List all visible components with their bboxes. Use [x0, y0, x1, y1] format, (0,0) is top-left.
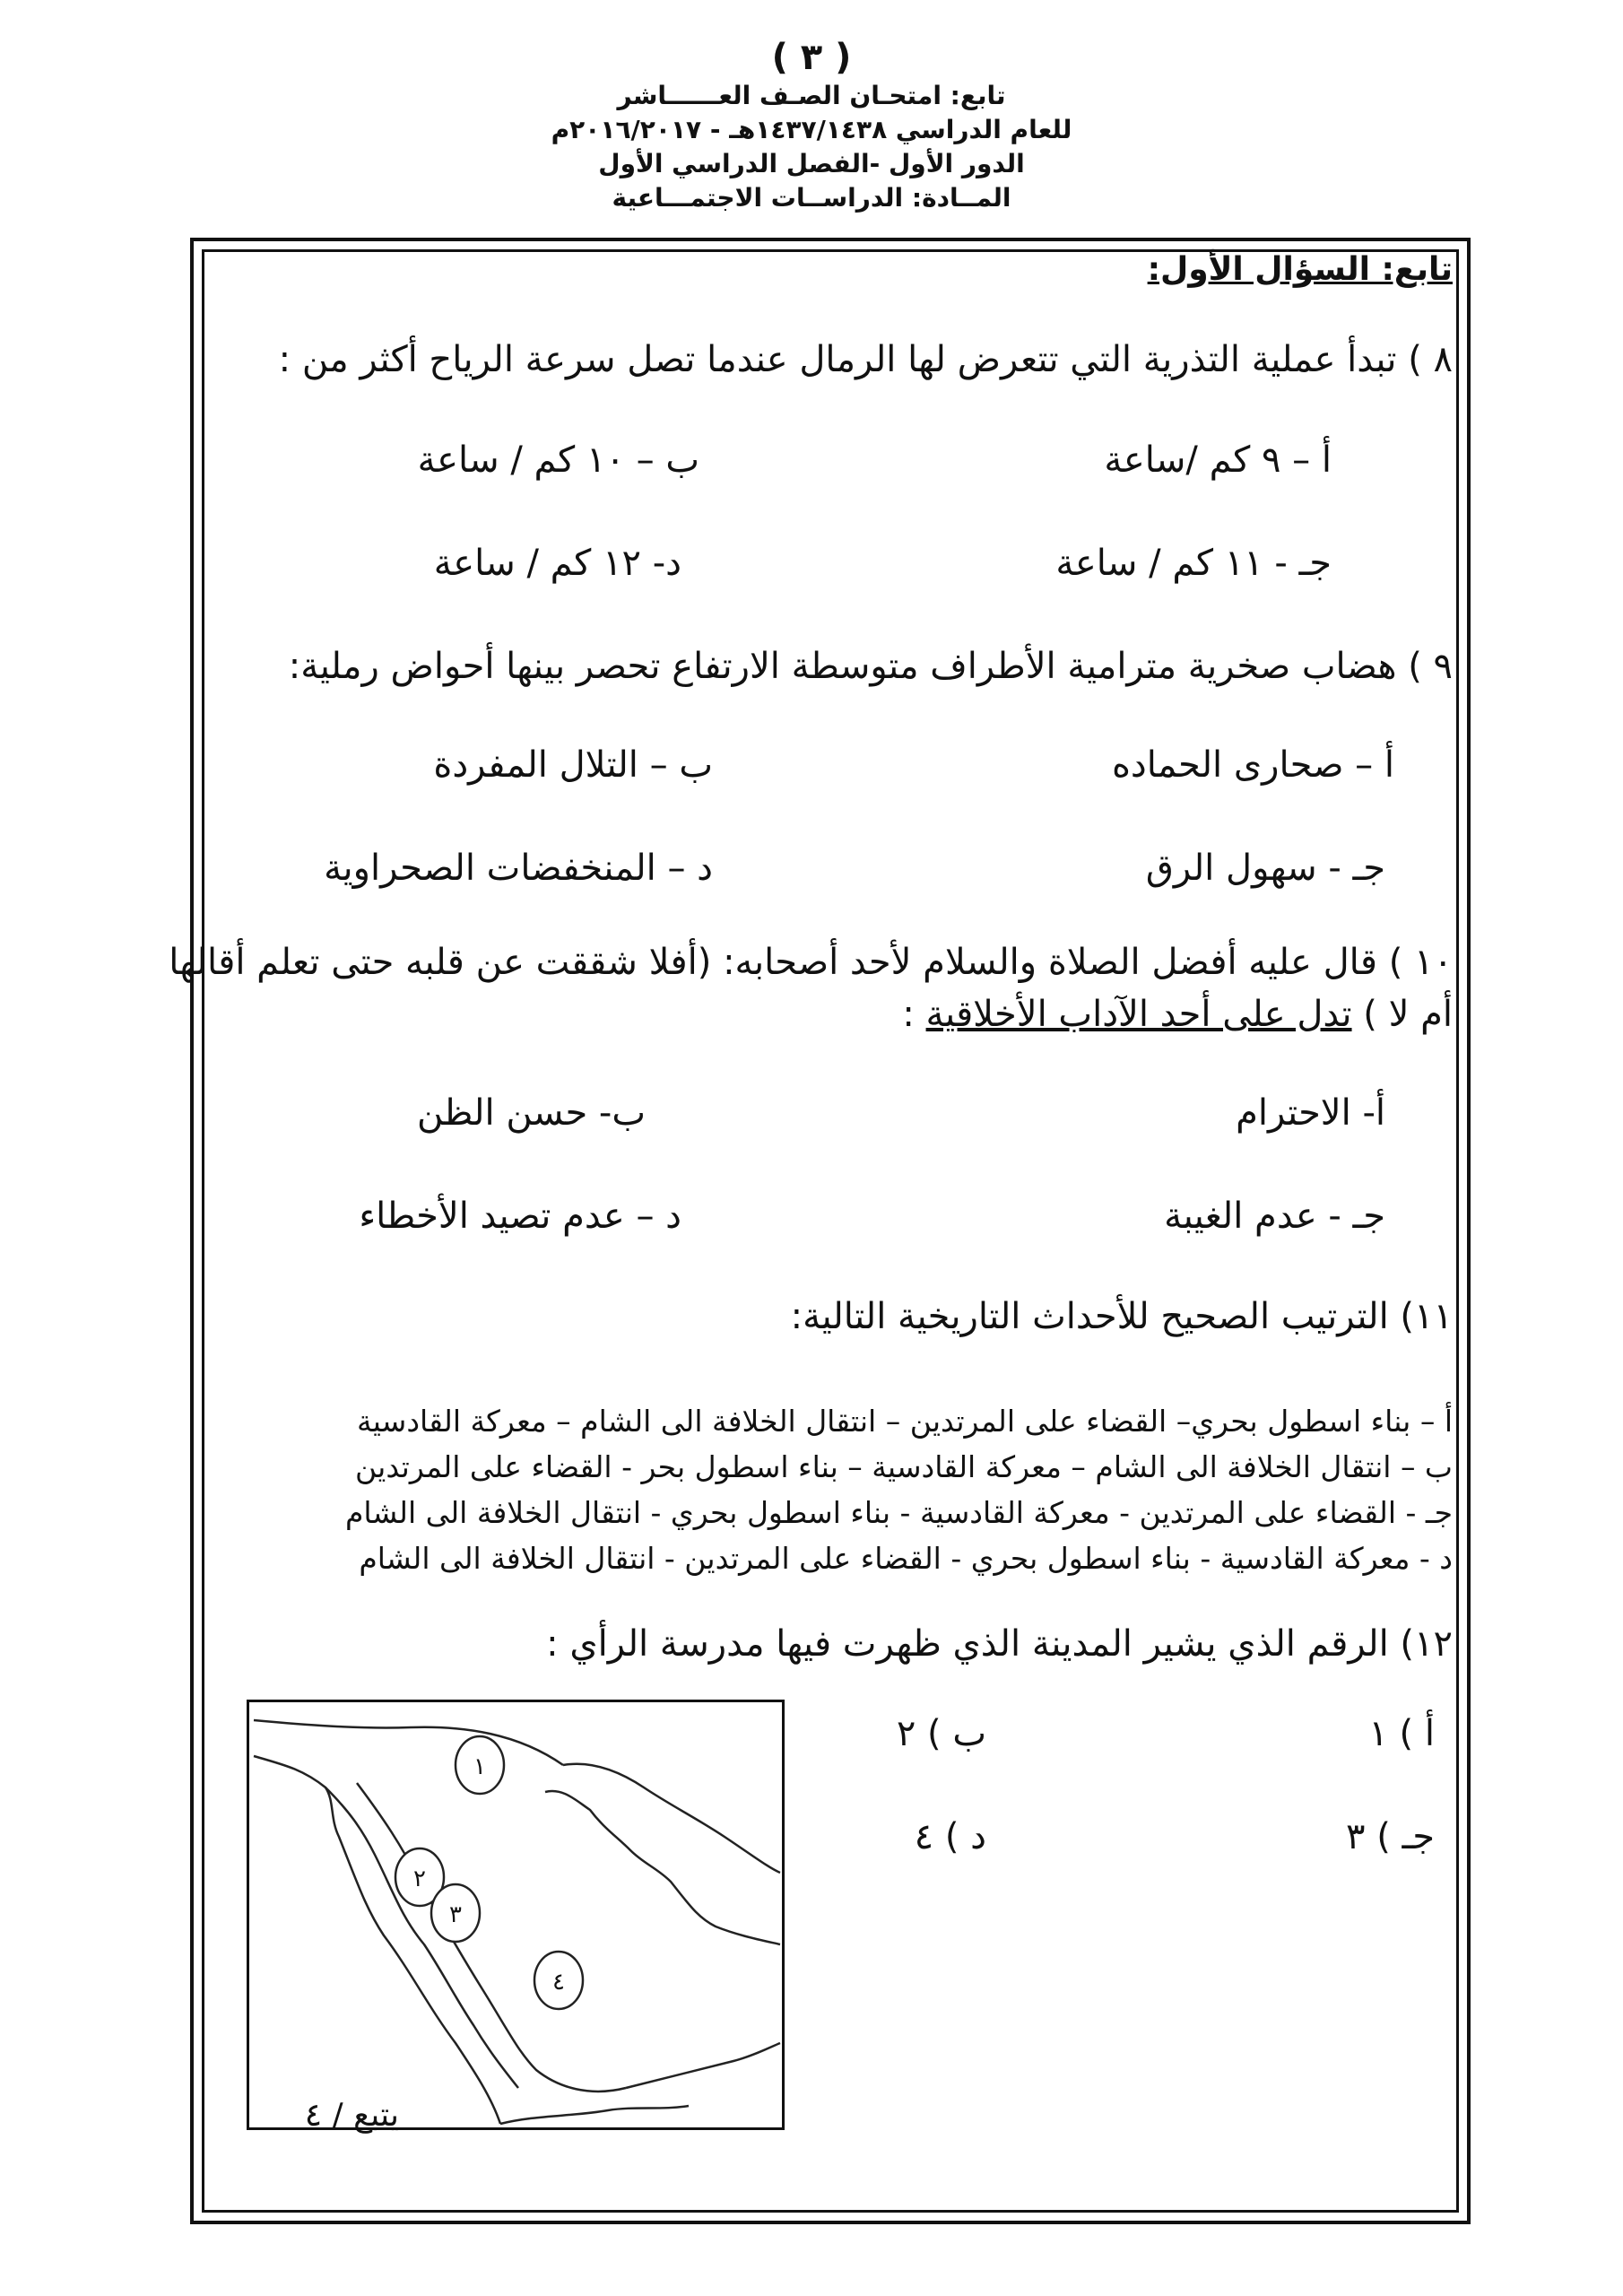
section-title: تابع: السؤال الأول:: [1147, 251, 1453, 288]
q9-option-a[interactable]: أ – صحارى الحماده: [1111, 744, 1394, 786]
q8-option-a[interactable]: أ – ٩ كم /ساعة: [1104, 439, 1332, 481]
question-9-text: ٩ ) هضاب صخرية مترامية الأطراف متوسطة الارتفاع تحصر بينها أحواض رملية:: [288, 646, 1453, 687]
map-label-4: ٤: [552, 1969, 565, 1996]
q8-option-b[interactable]: ب – ١٠ كم / ساعة: [417, 439, 699, 481]
q9-option-d[interactable]: د – المنخفضات الصحراوية: [324, 848, 713, 889]
q10-line2-suffix: :: [902, 994, 926, 1035]
question-10-text-line2: [902, 994, 1453, 1035]
exam-header: [0, 36, 1623, 215]
question-8-text: ٨ ) تبدأ عملية التذرية التي تتعرض لها الرمال عندما تصل سرعة الرياح أكثر من :: [278, 339, 1453, 380]
question-10-text-line1: ١٠ ) قال عليه أفضل الصلاة والسلام لأحد أصحابه: (أفلا شققت عن قلبه حتى تعلم أقالها: [169, 942, 1453, 983]
q10-option-a[interactable]: أ- الاحترام: [1236, 1092, 1385, 1134]
map-label-2: ٢: [413, 1866, 426, 1892]
q12-option-a[interactable]: أ ) ١: [1368, 1713, 1435, 1754]
header-line-4: المــادة: الدراســات الاجتمـــاعية: [612, 183, 1011, 213]
q12-option-b[interactable]: ب ) ٢: [896, 1713, 986, 1754]
header-line-3: الدور الأول -الفصل الدراسي الأول: [598, 149, 1025, 178]
page-number: ( ٣ ): [771, 37, 852, 78]
q10-option-b[interactable]: ب- حسن الظن: [417, 1092, 646, 1134]
question-11-text: ١١) الترتيب الصحيح للأحداث التاريخية التالية:: [790, 1296, 1453, 1337]
q8-option-d[interactable]: د- ١٢ كم / ساعة: [433, 543, 681, 584]
question-12-text: ١٢) الرقم الذي يشير المدينة الذي ظهرت فيها مدرسة الرأي :: [546, 1623, 1453, 1665]
header-line-2: للعام الدراسي ١٤٣٧/١٤٣٨هـ - ٢٠١٦/٢٠١٧م: [551, 115, 1072, 144]
map-label-1: ١: [473, 1753, 486, 1780]
arabian-peninsula-map: [247, 1700, 785, 2130]
q10-option-c[interactable]: جـ - عدم الغيبة: [1164, 1196, 1385, 1237]
q12-option-c[interactable]: جـ ) ٣: [1346, 1816, 1435, 1857]
q10-option-d[interactable]: د – عدم تصيد الأخطاء: [359, 1196, 681, 1237]
q9-option-b[interactable]: ب – التلال المفردة: [433, 744, 713, 786]
continue-footer: يتبع / ٤: [304, 2097, 399, 2134]
q10-line2-prefix: أم لا ): [1351, 994, 1453, 1035]
q11-option-d[interactable]: د - معركة القادسية - بناء اسطول بحري - القضاء على المرتدين - انتقال الخلافة الى الشام: [359, 1541, 1453, 1576]
q8-option-c[interactable]: جـ - ١١ كم / ساعة: [1055, 543, 1332, 584]
q10-line2-underlined: تدل على أحد الآداب الأخلاقية: [925, 994, 1352, 1035]
map-label-3: ٣: [449, 1901, 462, 1928]
q11-option-b[interactable]: ب – انتقال الخلافة الى الشام – معركة القادسية – بناء اسطول بحر - القضاء على المرتدين: [355, 1449, 1453, 1484]
q11-option-a[interactable]: أ – بناء اسطول بحري– القضاء على المرتدين – انتقال الخلافة الى الشام – معركة القادسية: [357, 1404, 1453, 1439]
q12-option-d[interactable]: د ) ٤: [914, 1816, 986, 1857]
header-line-1: تابع: امتحـان الصـف العــــــاشر: [617, 81, 1006, 110]
q9-option-c[interactable]: جـ - سهول الرق: [1145, 848, 1385, 889]
map-outline-svg: [249, 1702, 782, 2127]
q11-option-c[interactable]: جـ - القضاء على المرتدين - معركة القادسية - بناء اسطول بحري - انتقال الخلافة الى الشام: [344, 1495, 1453, 1530]
